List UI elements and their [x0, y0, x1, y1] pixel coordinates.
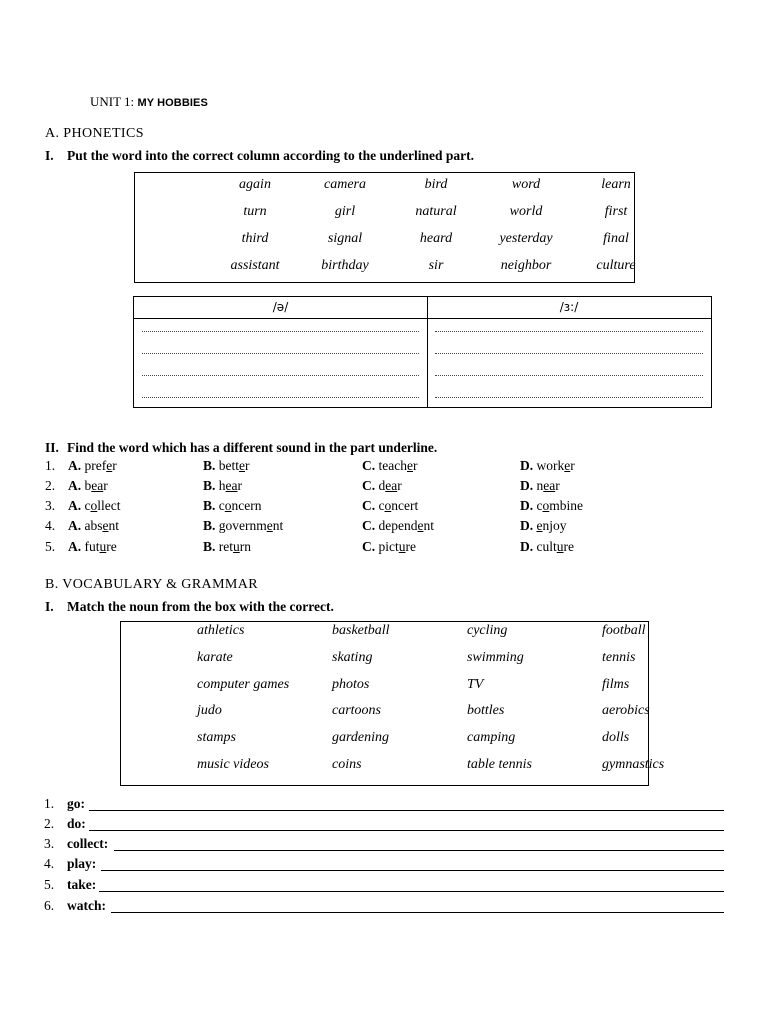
mc-option-word: c [533, 498, 543, 513]
vocab-word: skating [332, 650, 373, 665]
mc-option[interactable] [520, 518, 567, 534]
vocab-word: swimming [467, 650, 524, 665]
ipa-header-schwa: /ə/ [134, 297, 427, 319]
mc-option-letter: D. [520, 498, 534, 513]
fill-in-number: 2. [44, 816, 55, 831]
mc-option-word-end: nt [423, 518, 434, 533]
section-b-title: B. VOCABULARY & GRAMMAR [45, 577, 259, 592]
mc-question-number: 2. [45, 478, 56, 493]
mc-option-word-end: r [245, 458, 250, 473]
mc-option-word: d [375, 478, 386, 493]
mc-option-letter: B. [203, 518, 216, 533]
vocab-word: tennis [602, 650, 636, 665]
vocab-word: gymnastics [602, 757, 665, 772]
mc-question-number: 4. [45, 518, 56, 533]
vocab-word: coins [332, 757, 362, 772]
mc-option[interactable] [362, 518, 434, 534]
ipa-column-er [427, 297, 711, 407]
underlined-part: ea [91, 478, 104, 493]
mc-question-number: 3. [45, 498, 56, 513]
mc-option-word: c [215, 498, 225, 513]
question-number: II. [45, 440, 59, 455]
phonetics-word: third [241, 231, 269, 246]
underlined-part: o [224, 498, 232, 513]
answer-line[interactable] [142, 353, 419, 354]
mc-option-letter: C. [362, 478, 376, 493]
mc-option-word: b [81, 478, 92, 493]
mc-option[interactable] [203, 478, 242, 494]
fill-in-number: 4. [44, 856, 55, 871]
phonetics-word: sir [428, 258, 444, 273]
mc-option[interactable] [203, 539, 251, 555]
mc-option-letter: C. [362, 539, 376, 554]
vocab-word: dolls [602, 730, 630, 745]
mc-option[interactable] [520, 478, 560, 494]
mc-option-word-end: re [106, 539, 117, 554]
mc-option-word-end: r [103, 478, 108, 493]
phonetics-word: turn [243, 204, 267, 219]
phonetics-word: girl [334, 204, 356, 219]
mc-option-word-end: ncern [231, 498, 262, 513]
underlined-part: ea [385, 478, 398, 493]
vocab-word: gardening [332, 730, 390, 745]
mc-option-word: c [375, 498, 385, 513]
vocab-word: aerobics [602, 703, 650, 718]
mc-option[interactable] [68, 498, 121, 514]
fill-in-label: take: [67, 877, 97, 892]
vocab-word: karate [197, 650, 233, 665]
underlined-part: e [106, 458, 113, 473]
mc-option-word-end: r [555, 478, 560, 493]
fill-in-label: watch: [67, 898, 106, 913]
mc-option[interactable] [362, 539, 416, 555]
mc-option-letter: C. [362, 518, 376, 533]
vocab-word: football [602, 623, 646, 638]
mc-option-letter: D. [520, 478, 534, 493]
underlined-part: ea [225, 478, 238, 493]
vocab-word: athletics [197, 623, 245, 638]
vocab-word: bottles [467, 703, 505, 718]
question-number: I. [45, 599, 54, 614]
vocab-word: photos [332, 677, 370, 692]
question-number: I. [45, 148, 54, 163]
mc-option-word-end: re [405, 539, 416, 554]
answer-line[interactable] [142, 331, 419, 332]
answer-line[interactable] [435, 397, 703, 398]
mc-option-word-end: re [563, 539, 574, 554]
mc-option-letter: D. [520, 518, 534, 533]
answer-line[interactable] [435, 331, 703, 332]
ipa-column-schwa [134, 297, 428, 407]
vocab-word: music videos [197, 757, 269, 772]
question-text: Put the word into the correct column according to the underlined part. [67, 148, 474, 163]
vocab-word: stamps [197, 730, 236, 745]
fill-in-number: 5. [44, 877, 55, 892]
section-a-question-2 [45, 440, 437, 456]
fill-in-number: 6. [44, 898, 55, 913]
mc-option-word-end: r [412, 458, 418, 473]
underlined-part: o [90, 498, 98, 513]
mc-option[interactable] [203, 458, 250, 474]
fill-in-number: 3. [44, 836, 55, 851]
phonetics-word: signal [327, 231, 363, 246]
phonetics-word: again [239, 177, 271, 192]
fill-in-label: collect: [67, 836, 109, 851]
mc-option-word-end: r [570, 458, 575, 473]
answer-line[interactable] [435, 375, 703, 376]
underlined-part: u [556, 539, 564, 554]
underlined-part: e [102, 518, 109, 533]
mc-option-letter: A. [68, 458, 82, 473]
mc-option-word: governm [215, 518, 267, 533]
unit-title [90, 94, 208, 110]
mc-option[interactable] [520, 498, 583, 514]
mc-option-letter: C. [362, 458, 376, 473]
question-text: Match the noun from the box with the correct. [67, 599, 334, 614]
vocab-word: table tennis [467, 757, 532, 772]
phonetics-word: world [509, 204, 543, 219]
answer-line[interactable] [142, 375, 419, 376]
mc-option-word: depend [375, 518, 418, 533]
mc-option-word: h [215, 478, 226, 493]
mc-option-letter: B. [203, 458, 216, 473]
fill-in-label: go: [67, 796, 85, 811]
phonetics-word: final [603, 231, 629, 246]
mc-option-word-end: nt [108, 518, 120, 533]
vocab-word: cycling [467, 623, 508, 638]
underlined-part: o [384, 498, 392, 513]
mc-option-letter: A. [68, 518, 82, 533]
underlined-part: e [417, 518, 424, 533]
fill-in-label: do: [67, 816, 86, 831]
mc-option[interactable] [68, 478, 108, 494]
section-a-title: A. PHONETICS [45, 126, 144, 141]
phonetics-word: camera [324, 177, 366, 192]
underlined-part: e [406, 458, 413, 473]
mc-option-word-end: mbine [549, 498, 583, 513]
underlined-part: ea [543, 478, 556, 493]
mc-option-word-end: r [112, 458, 117, 473]
mc-option-letter: D. [520, 539, 534, 554]
vocab-word: judo [197, 703, 222, 718]
underlined-part: e [239, 458, 246, 473]
fill-in-answer-line[interactable] [114, 850, 724, 851]
mc-option[interactable] [68, 518, 119, 534]
mc-option[interactable] [362, 478, 402, 494]
underlined-part: u [398, 539, 406, 554]
mc-option-letter: D. [520, 458, 534, 473]
fill-in-answer-line[interactable] [89, 830, 724, 831]
fill-in-label: play: [67, 856, 97, 871]
underlined-part: e [266, 518, 273, 533]
mc-option[interactable] [520, 539, 574, 555]
fill-in-answer-line[interactable] [99, 891, 724, 892]
mc-option-letter: A. [68, 478, 82, 493]
mc-option-word: pref [81, 458, 107, 473]
phonetics-word: yesterday [499, 231, 553, 246]
mc-option[interactable] [203, 518, 283, 534]
fill-in-number: 1. [44, 796, 55, 811]
mc-option[interactable] [68, 539, 117, 555]
mc-option-word: fut [81, 539, 100, 554]
vocab-word: cartoons [332, 703, 381, 718]
mc-option-word-end: rn [239, 539, 252, 554]
mc-question-number: 5. [45, 539, 56, 554]
vocab-word: basketball [332, 623, 390, 638]
section-b-question-1 [45, 599, 334, 615]
answer-line[interactable] [142, 397, 419, 398]
mc-option-letter: B. [203, 478, 216, 493]
mc-option-letter: A. [68, 498, 82, 513]
mc-option-word: bett [215, 458, 240, 473]
underlined-part: o [542, 498, 550, 513]
answer-line[interactable] [435, 353, 703, 354]
mc-option[interactable] [362, 458, 417, 474]
phonetics-word: assistant [230, 258, 280, 273]
fill-in-answer-line[interactable] [89, 810, 724, 811]
vocab-word: computer games [197, 677, 290, 692]
mc-option[interactable] [520, 458, 575, 474]
mc-option-letter: B. [203, 498, 216, 513]
phonetics-word: first [604, 204, 628, 219]
phonetics-word: natural [415, 204, 457, 219]
phonetics-word: heard [419, 231, 453, 246]
mc-option-word: ret [215, 539, 234, 554]
mc-question-number: 1. [45, 458, 56, 473]
underlined-part: u [99, 539, 107, 554]
mc-option-word-end: r [397, 478, 402, 493]
mc-option[interactable] [362, 498, 418, 514]
mc-option-word: work [533, 458, 565, 473]
mc-option-word-end: ncert [391, 498, 419, 513]
underlined-part: e [536, 518, 543, 533]
mc-option-word: c [81, 498, 91, 513]
mc-option[interactable] [203, 498, 262, 514]
mc-option-word: n [533, 478, 544, 493]
section-a-question-1 [45, 148, 474, 164]
phonetics-word: birthday [321, 258, 369, 273]
mc-option-word: cult [533, 539, 557, 554]
mc-option-letter: C. [362, 498, 376, 513]
mc-option-letter: A. [68, 539, 82, 554]
phonetics-word: neighbor [500, 258, 552, 273]
phonetics-word: culture [596, 258, 636, 273]
fill-in-answer-line[interactable] [111, 912, 724, 913]
vocab-word: TV [467, 677, 484, 692]
mc-option-word-end: llect [97, 498, 121, 513]
mc-option-word: pict [375, 539, 399, 554]
mc-option-word-end: r [237, 478, 242, 493]
mc-option-word: abs [81, 518, 103, 533]
unit-prefix: UNIT 1: [90, 94, 138, 109]
underlined-part: u [233, 539, 240, 554]
word-box [134, 172, 635, 283]
mc-option-word-end: njoy [542, 518, 567, 533]
vocab-word: camping [467, 730, 516, 745]
phonetics-word: bird [424, 177, 448, 192]
underlined-part: e [564, 458, 571, 473]
phonetics-word: word [511, 177, 541, 192]
vocab-word: films [602, 677, 630, 692]
mc-option[interactable] [68, 458, 117, 474]
mc-option-word-end: nt [272, 518, 284, 533]
fill-in-answer-line[interactable] [101, 870, 724, 871]
phonetics-word: learn [601, 177, 631, 192]
mc-option-word: teach [375, 458, 407, 473]
unit-name: MY HOBBIES [137, 97, 208, 109]
ipa-header-er: /ɜ:/ [427, 297, 711, 319]
question-text: Find the word which has a different sound in the part underline. [67, 440, 438, 455]
mc-option-letter: B. [203, 539, 216, 554]
ipa-table [133, 296, 712, 408]
